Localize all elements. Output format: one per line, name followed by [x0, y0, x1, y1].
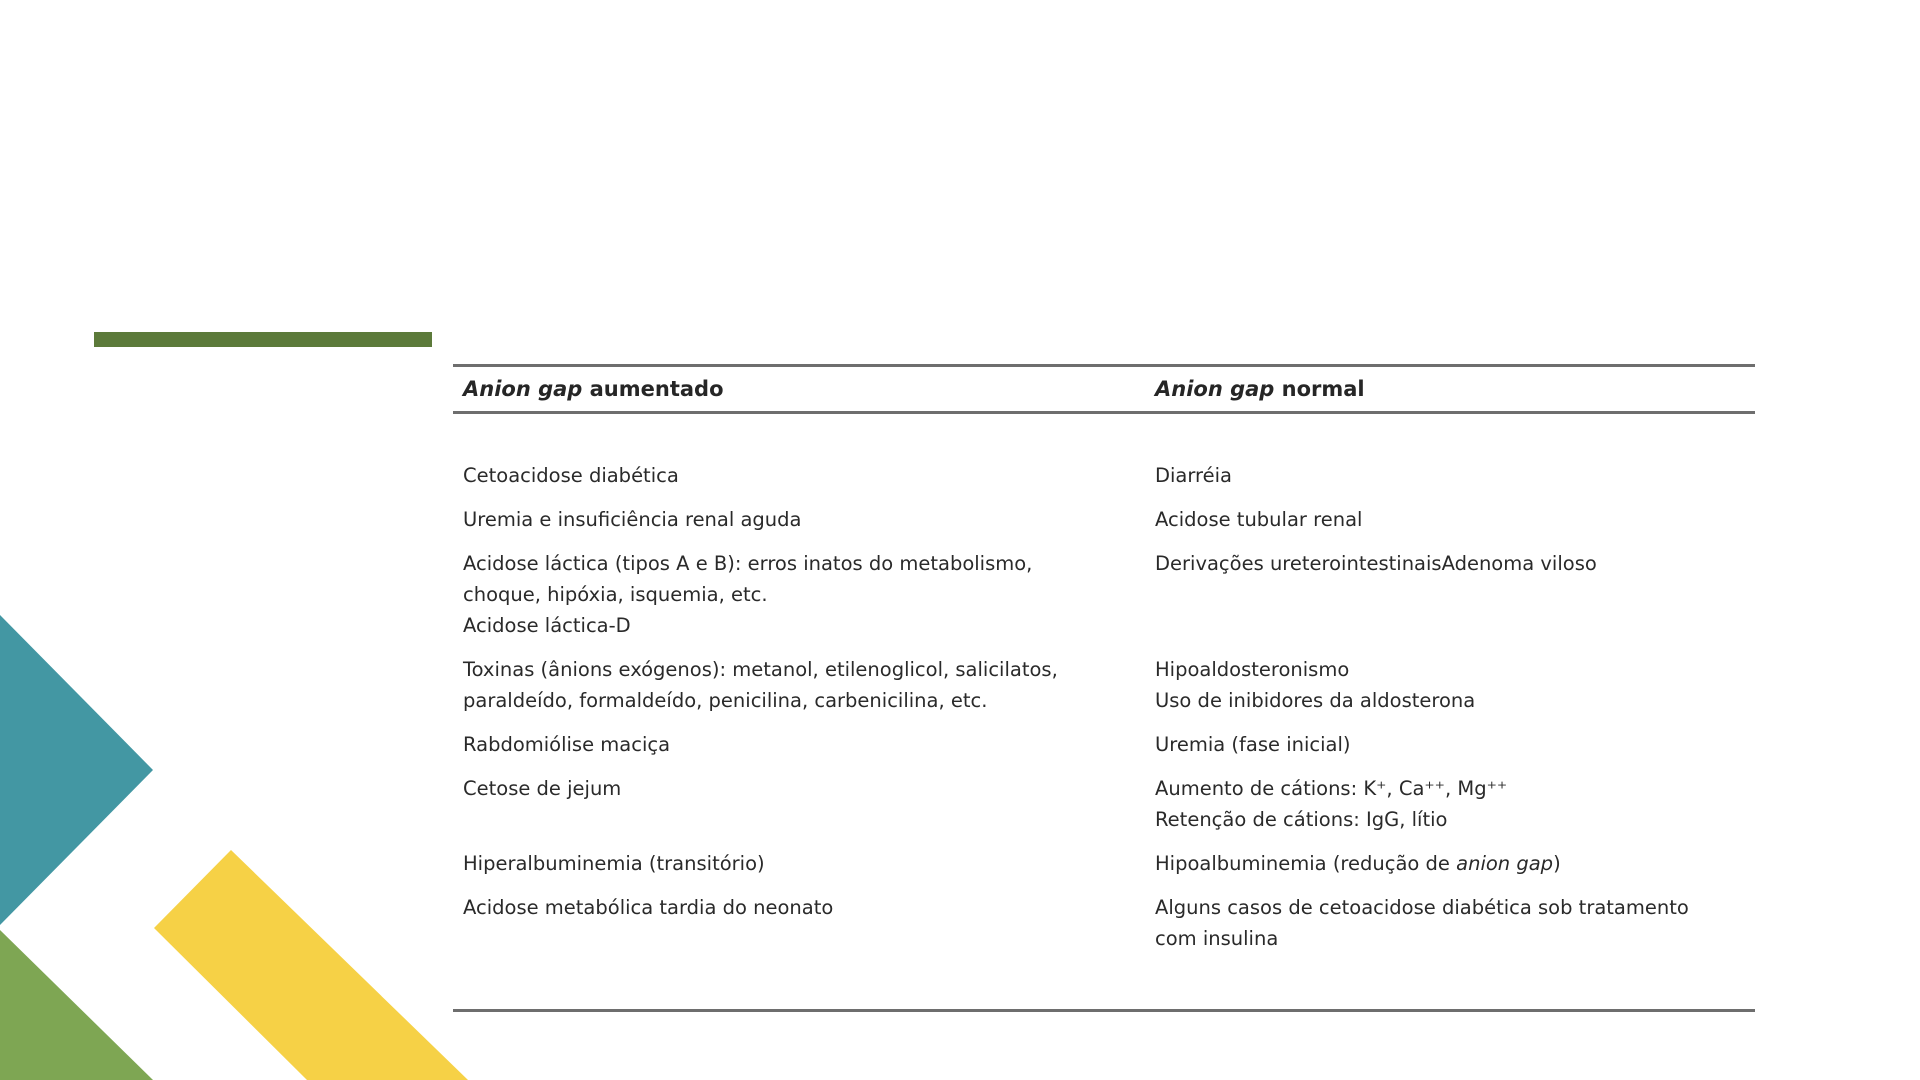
- cell-emphasis: anion gap: [1456, 852, 1554, 875]
- cell-increased: [453, 548, 1155, 641]
- cell-increased: [453, 654, 1155, 716]
- green-triangle-shape: [0, 930, 153, 1080]
- table-row: [453, 729, 1755, 760]
- cell-line: com insulina: [1155, 927, 1279, 950]
- header-left-emphasis: Anion gap: [463, 377, 583, 401]
- accent-bar: [94, 332, 432, 347]
- cell-line: Retenção de cátions: IgG, lítio: [1155, 808, 1448, 831]
- cell-text: Hipoalbuminemia (redução de: [1155, 852, 1457, 875]
- cell-line: Acidose láctica-D: [463, 614, 631, 637]
- table-bottom-rule: [453, 1009, 1755, 1012]
- header-left-text: aumentado: [582, 377, 724, 401]
- cell-line: paraldeído, formaldeído, penicilina, carbenicilina, etc.: [463, 689, 988, 712]
- teal-triangle-shape: [0, 615, 153, 925]
- cell-line: Uremia (fase inicial): [1155, 733, 1351, 756]
- cell-line: Diarréia: [1155, 464, 1233, 487]
- cell-line: Cetose de jejum: [463, 777, 622, 800]
- table-row: [453, 892, 1755, 954]
- cell-increased: [453, 504, 1155, 535]
- cell-normal: [1155, 548, 1755, 641]
- cell-line: [1155, 848, 1755, 879]
- table-row: [453, 460, 1755, 491]
- cell-text: ): [1553, 852, 1561, 875]
- anion-gap-table: [453, 364, 1755, 1012]
- cell-line: Acidose tubular renal: [1155, 508, 1363, 531]
- table-row: [453, 654, 1755, 716]
- cell-line: Hiperalbuminemia (transitório): [463, 852, 765, 875]
- cell-line: Derivações ureterointestinaisAdenoma viloso: [1155, 552, 1597, 575]
- cell-line: choque, hipóxia, isquemia, etc.: [463, 583, 768, 606]
- table-row: [453, 773, 1755, 835]
- cell-line: Acidose láctica (tipos A e B): erros inatos do metabolismo,: [463, 552, 1033, 575]
- cell-line: Toxinas (ânions exógenos): metanol, etilenoglicol, salicilatos,: [463, 658, 1058, 681]
- table-header-row: [453, 367, 1755, 411]
- header-right-emphasis: Anion gap: [1155, 377, 1275, 401]
- cell-increased: [453, 773, 1155, 835]
- header-right-text: normal: [1274, 377, 1365, 401]
- cell-line: Hipoaldosteronismo: [1155, 658, 1350, 681]
- table-row: [453, 548, 1755, 641]
- cell-increased: [453, 729, 1155, 760]
- cell-normal: [1155, 773, 1755, 835]
- cell-normal: [1155, 460, 1755, 491]
- table-body: [453, 414, 1755, 1009]
- header-cell-increased: [453, 377, 1155, 401]
- cell-line: Aumento de cátions: K⁺, Ca⁺⁺, Mg⁺⁺: [1155, 777, 1508, 800]
- cell-normal: [1155, 654, 1755, 716]
- yellow-stripe-shape: [154, 850, 468, 1080]
- cell-line: Uremia e insuficiência renal aguda: [463, 508, 802, 531]
- cell-normal: [1155, 729, 1755, 760]
- cell-line: Rabdomiólise maciça: [463, 733, 671, 756]
- cell-increased: [453, 892, 1155, 954]
- table-row: [453, 504, 1755, 535]
- cell-normal: [1155, 892, 1755, 954]
- cell-normal: [1155, 504, 1755, 535]
- cell-line: Acidose metabólica tardia do neonato: [463, 896, 834, 919]
- cell-line: Cetoacidose diabética: [463, 464, 679, 487]
- table-row: [453, 848, 1755, 879]
- header-cell-normal: [1155, 377, 1755, 401]
- cell-normal: [1155, 848, 1755, 879]
- cell-line: Uso de inibidores da aldosterona: [1155, 689, 1476, 712]
- cell-increased: [453, 848, 1155, 879]
- cell-line: Alguns casos de cetoacidose diabética sob tratamento: [1155, 896, 1689, 919]
- cell-increased: [453, 460, 1155, 491]
